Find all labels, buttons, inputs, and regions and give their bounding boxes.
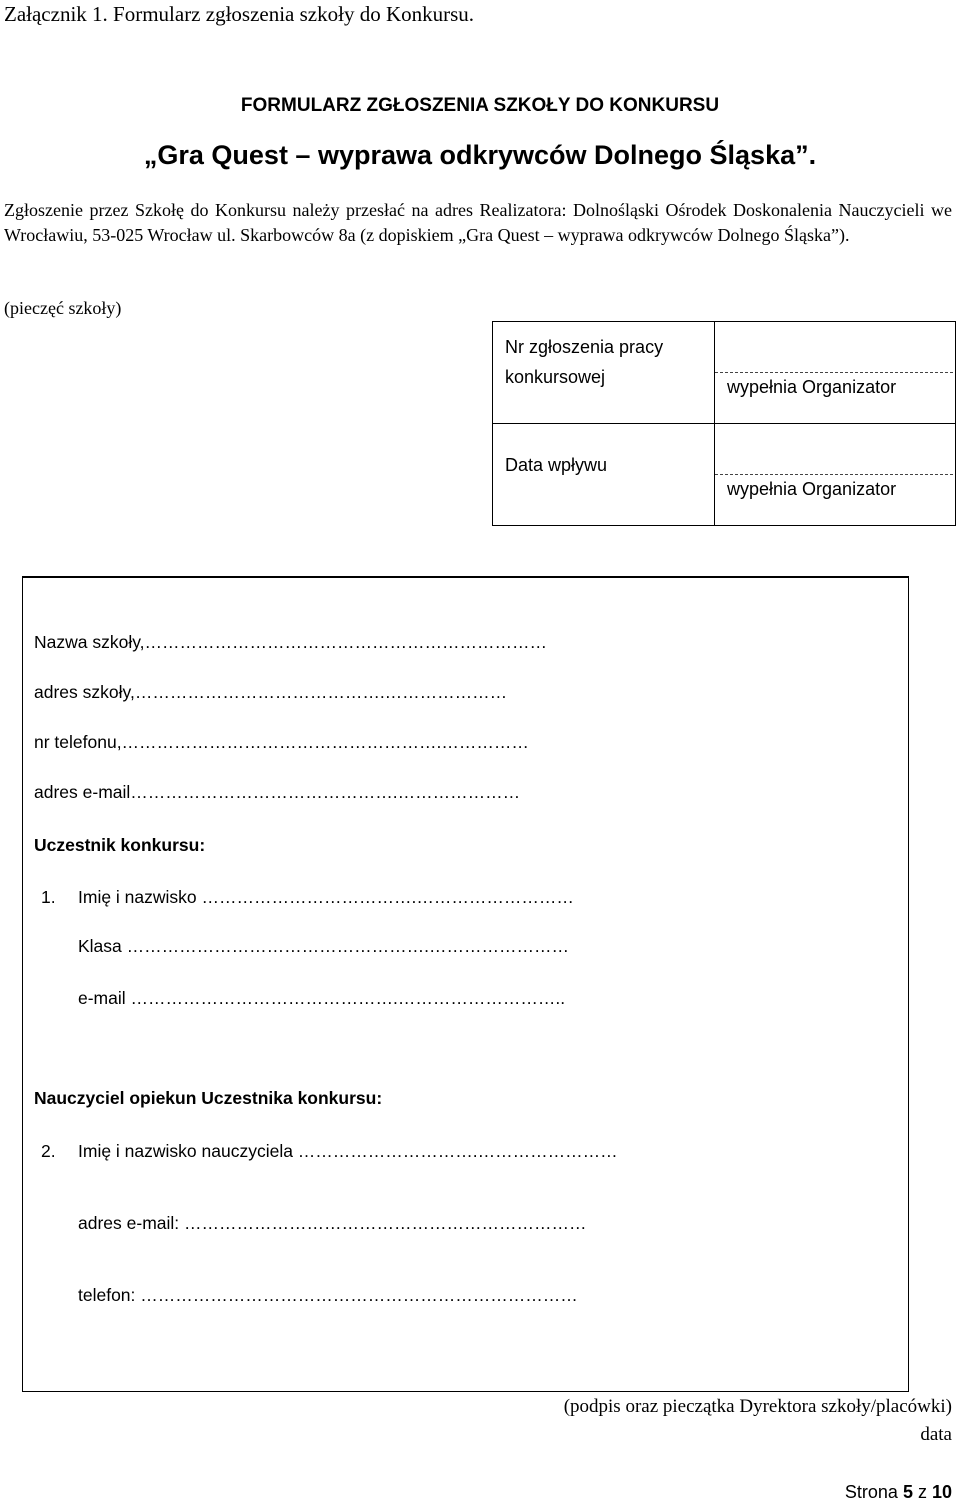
form-heading: FORMULARZ ZGŁOSZENIA SZKOŁY DO KONKURSU <box>240 95 720 116</box>
teacher-phone-field[interactable]: telefon: ………………………………………………………………… <box>78 1285 578 1305</box>
participant-number: 1. <box>41 887 56 907</box>
participant-heading: Uczestnik konkursu: <box>34 835 206 855</box>
signature-label: (podpis oraz pieczątka Dyrektora szkoły/placówki) <box>563 1396 952 1417</box>
receipt-date-dashed-line <box>715 474 953 475</box>
page-prefix: Strona <box>844 1482 903 1502</box>
submission-number-dashed-line <box>715 372 953 373</box>
receipt-date-value: wypełnia Organizator <box>727 479 897 499</box>
receipt-date-label: Data wpływu <box>505 455 608 475</box>
school-email-field[interactable]: adres e-mail……………………………………….………………… <box>34 782 521 802</box>
page-current: 5 <box>902 1482 913 1502</box>
school-stamp-label: (pieczęć szkoły) <box>4 298 122 318</box>
participant-email-field[interactable]: e-mail ……………………………………….……………………….. <box>78 988 566 1008</box>
submission-number-value: wypełnia Organizator <box>727 377 897 397</box>
participant-class-field[interactable]: Klasa …………………………………………….…………………… <box>78 936 569 956</box>
organizer-box-row-divider <box>493 423 955 424</box>
organizer-box <box>492 321 956 526</box>
teacher-email-field[interactable]: adres e-mail: …………………………………………………………… <box>78 1213 587 1233</box>
school-name-field[interactable]: Nazwa szkoły,…………………………………………………………… <box>34 632 548 652</box>
participant-name-field[interactable]: Imię i nazwisko ……………………………….……………………… <box>78 887 574 907</box>
page-number <box>845 1482 952 1503</box>
teacher-number: 2. <box>41 1141 56 1161</box>
teacher-heading: Nauczyciel opiekun Uczestnika konkursu: <box>34 1088 383 1108</box>
annex-title: Załącznik 1. Formularz zgłoszenia szkoły do Konkursu. <box>4 2 475 26</box>
submission-number-label-line1: Nr zgłoszenia pracy <box>505 337 664 357</box>
contest-title: „Gra Quest – wyprawa odkrywców Dolnego Śląska”. <box>143 140 817 170</box>
school-phone-field[interactable]: nr telefonu,……………………………………………….…………… <box>34 732 529 752</box>
school-info-box <box>22 576 909 1392</box>
school-address-field[interactable]: adres szkoły,…………………………………….………………… <box>34 682 508 702</box>
page-separator: z <box>912 1482 932 1502</box>
submission-number-label-line2: konkursowej <box>505 367 606 387</box>
page-total: 10 <box>931 1482 952 1502</box>
teacher-name-field[interactable]: Imię i nazwisko nauczyciela ………………………….…………………… <box>78 1141 618 1161</box>
date-label: data <box>920 1424 952 1445</box>
intro-paragraph: Zgłoszenie przez Szkołę do Konkursu należy przesłać na adres Realizatora: Dolnośląski Ośrodek Doskonalenia Nauczycieli we Wrocławiu, 53-025 Wrocław ul. Skarbowców 8a (z dopiskiem „Gra Quest – wyprawa odkrywców Dolnego Śląska”). <box>4 200 952 245</box>
